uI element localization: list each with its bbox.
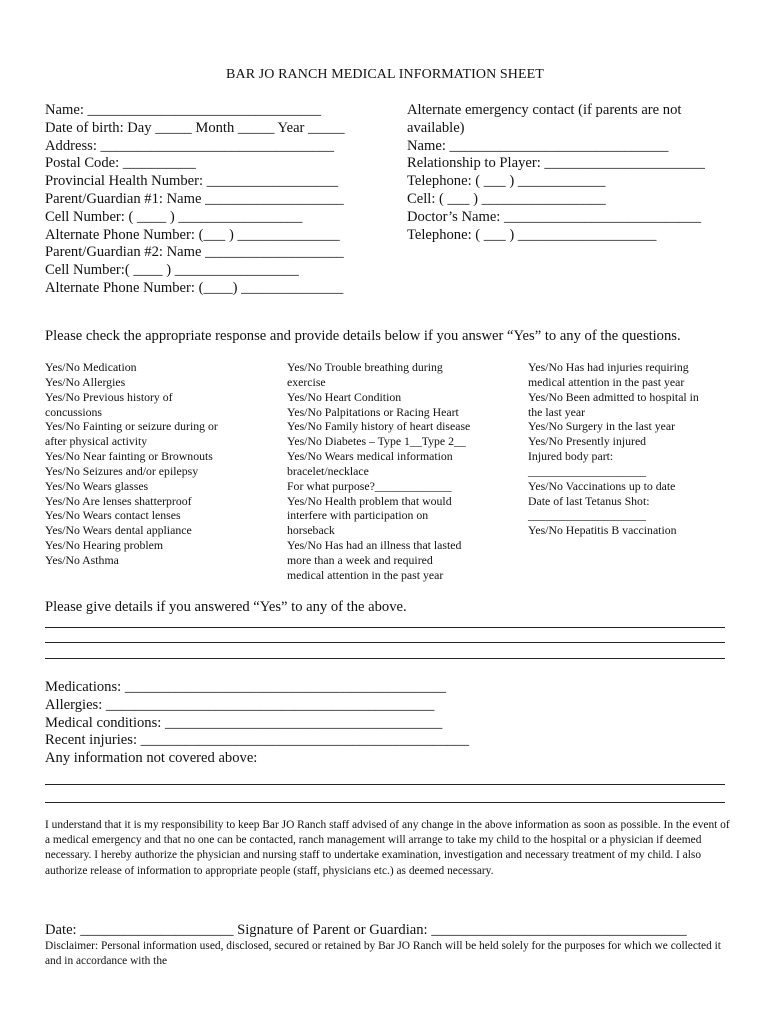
emergency-name-field[interactable]: Name: ______________________________ [407, 137, 669, 154]
checklist-item[interactable]: Yes/No Wears dental appliance [45, 523, 192, 538]
checklist-item[interactable]: Yes/No Are lenses shatterproof [45, 493, 192, 508]
checklist-item[interactable]: Yes/No Palpitations or Racing Heart [287, 404, 459, 419]
checklist-item[interactable]: Yes/No Near fainting or Brownouts [45, 449, 213, 464]
checklist-column-3 [528, 360, 699, 538]
checklist-item[interactable]: Yes/No Previous history of [45, 389, 173, 404]
checklist-item[interactable]: Yes/No Trouble breathing during [287, 360, 443, 374]
checklist-item-cont: bracelet/necklace [287, 463, 369, 478]
guardian1-cell-field[interactable]: Cell Number: ( ____ ) _________________ [45, 208, 303, 225]
checklist-item[interactable]: Yes/No Vaccinations up to date [528, 478, 676, 493]
guardian1-name-field[interactable]: Parent/Guardian #1: Name ___________________ [45, 190, 344, 207]
other-info-line[interactable] [45, 784, 725, 785]
checklist-item[interactable]: Yes/No Wears medical information [287, 449, 453, 464]
checklist-item[interactable]: Yes/No Has had injuries requiring [528, 360, 689, 374]
checklist-item-cont: concussions [45, 404, 103, 419]
disclaimer-text: Disclaimer: Personal information used, disclosed, secured or retained by Bar JO Ranch will be held solely for the purposes for which we collected it and in accordance with the [45, 940, 721, 967]
doctor-telephone-field[interactable]: Telephone: ( ___ ) ___________________ [407, 226, 657, 243]
emergency-cell-field[interactable]: Cell: ( ___ ) _________________ [407, 190, 606, 207]
doctor-name-field[interactable]: Doctor’s Name: ___________________________ [407, 208, 702, 225]
checklist-item-cont: the last year [528, 404, 585, 419]
details-line[interactable] [45, 658, 725, 659]
postal-code-field[interactable]: Postal Code: __________ [45, 155, 196, 172]
checklist-item[interactable]: Yes/No Seizures and/or epilepsy [45, 463, 199, 478]
emergency-contact-heading: Alternate emergency contact (if parents are not [407, 102, 682, 118]
other-info-label: Any information not covered above: [45, 750, 258, 767]
emergency-contact-heading-cont: available) [407, 119, 465, 136]
emergency-contact-block [407, 102, 705, 244]
checklist-item[interactable]: Yes/No Hepatitis B vaccination [528, 523, 677, 538]
checklist-instructions: Please check the appropriate response and provide details below if you answer “Yes” to any of the questions. [45, 328, 681, 344]
allergies-field[interactable]: Allergies: _____________________________________________ [45, 696, 435, 713]
checklist-item-cont: exercise [287, 374, 326, 389]
checklist-item[interactable]: Yes/No Wears contact lenses [45, 508, 181, 523]
checklist-column-2 [287, 360, 470, 583]
tetanus-label: Date of last Tetanus Shot: [528, 493, 650, 508]
purpose-field[interactable]: For what purpose?_____________ [287, 478, 452, 493]
checklist-item[interactable]: Yes/No Asthma [45, 552, 119, 567]
emergency-telephone-field[interactable]: Telephone: ( ___ ) ____________ [407, 173, 606, 190]
checklist-item-cont: medical attention in the past year [287, 567, 444, 582]
checklist-item[interactable]: Yes/No Diabetes – Type 1__Type 2__ [287, 434, 466, 449]
date-of-birth-field[interactable]: Date of birth: Day _____ Month _____ Year _____ [45, 119, 345, 136]
checklist-item[interactable]: Yes/No Presently injured [528, 434, 647, 449]
details-line[interactable] [45, 627, 725, 628]
name-field[interactable]: Name: ________________________________ [45, 102, 322, 118]
medical-conditions-field[interactable]: Medical conditions: ______________________________________ [45, 714, 443, 731]
guardian2-cell-field[interactable]: Cell Number:( ____ ) _________________ [45, 262, 299, 279]
checklist-item-cont: medical attention in the past year [528, 374, 685, 389]
injured-body-part-field[interactable]: ____________________ [528, 463, 646, 478]
injured-body-part-label: Injured body part: [528, 449, 614, 464]
date-signature-line[interactable]: Date: _____________________ Signature of Parent or Guardian: ___________________________________ [45, 922, 687, 938]
medical-summary-block [45, 679, 469, 768]
checklist-item[interactable]: Yes/No Surgery in the last year [528, 419, 676, 434]
checklist-item[interactable]: Yes/No Been admitted to hospital in [528, 389, 699, 404]
checklist-item-cont: after physical activity [45, 434, 148, 449]
participant-info-block [45, 102, 345, 298]
other-info-line[interactable] [45, 802, 725, 803]
checklist-item[interactable]: Yes/No Wears glasses [45, 478, 149, 493]
checklist-item[interactable]: Yes/No Family history of heart disease [287, 419, 471, 434]
checklist-item[interactable]: Yes/No Heart Condition [287, 389, 402, 404]
checklist-item-cont: horseback [287, 523, 335, 538]
guardian1-alt-phone-field[interactable]: Alternate Phone Number: (___ ) ______________ [45, 226, 340, 243]
details-line[interactable] [45, 642, 725, 643]
checklist-item[interactable]: Yes/No Hearing problem [45, 538, 164, 553]
guardian2-alt-phone-field[interactable]: Alternate Phone Number: (____) ______________ [45, 279, 344, 296]
consent-paragraph: I understand that it is my responsibility to keep Bar JO Ranch staff advised of any change in the above information as soon as possible. In the event of a medical emergency and that no one can be contacted, ranch management will arrange to take my child to the hospital or a physician if deemed necessary. I hereby authorize the physician and nursing staff to undertake examination, investigation and necessary treatment of my child. I also authorize release of information to appropriate people (staff, physicians etc.) as deemed necessary. [45, 819, 730, 877]
relationship-field[interactable]: Relationship to Player: ______________________ [407, 155, 705, 172]
checklist-item[interactable]: Yes/No Has had an illness that lasted [287, 538, 462, 553]
checklist-item[interactable]: Yes/No Medication [45, 360, 137, 374]
checklist-item[interactable]: Yes/No Fainting or seizure during or [45, 419, 218, 434]
tetanus-date-field[interactable]: ____________________ [528, 508, 646, 523]
health-number-field[interactable]: Provincial Health Number: __________________ [45, 173, 339, 190]
address-field[interactable]: Address: ________________________________ [45, 137, 335, 154]
checklist-item[interactable]: Yes/No Allergies [45, 374, 126, 389]
details-prompt: Please give details if you answered “Yes” to any of the above. [45, 599, 407, 615]
checklist-column-1 [45, 360, 218, 568]
form-title: BAR JO RANCH MEDICAL INFORMATION SHEET [226, 67, 544, 82]
checklist-item-cont: interfere with participation on [287, 508, 429, 523]
medications-field[interactable]: Medications: ____________________________________________ [45, 679, 446, 695]
recent-injuries-field[interactable]: Recent injuries: _____________________________________________ [45, 732, 470, 749]
checklist-item-cont: more than a week and required [287, 552, 433, 567]
checklist-item[interactable]: Yes/No Health problem that would [287, 493, 452, 508]
guardian2-name-field[interactable]: Parent/Guardian #2: Name ___________________ [45, 244, 344, 261]
